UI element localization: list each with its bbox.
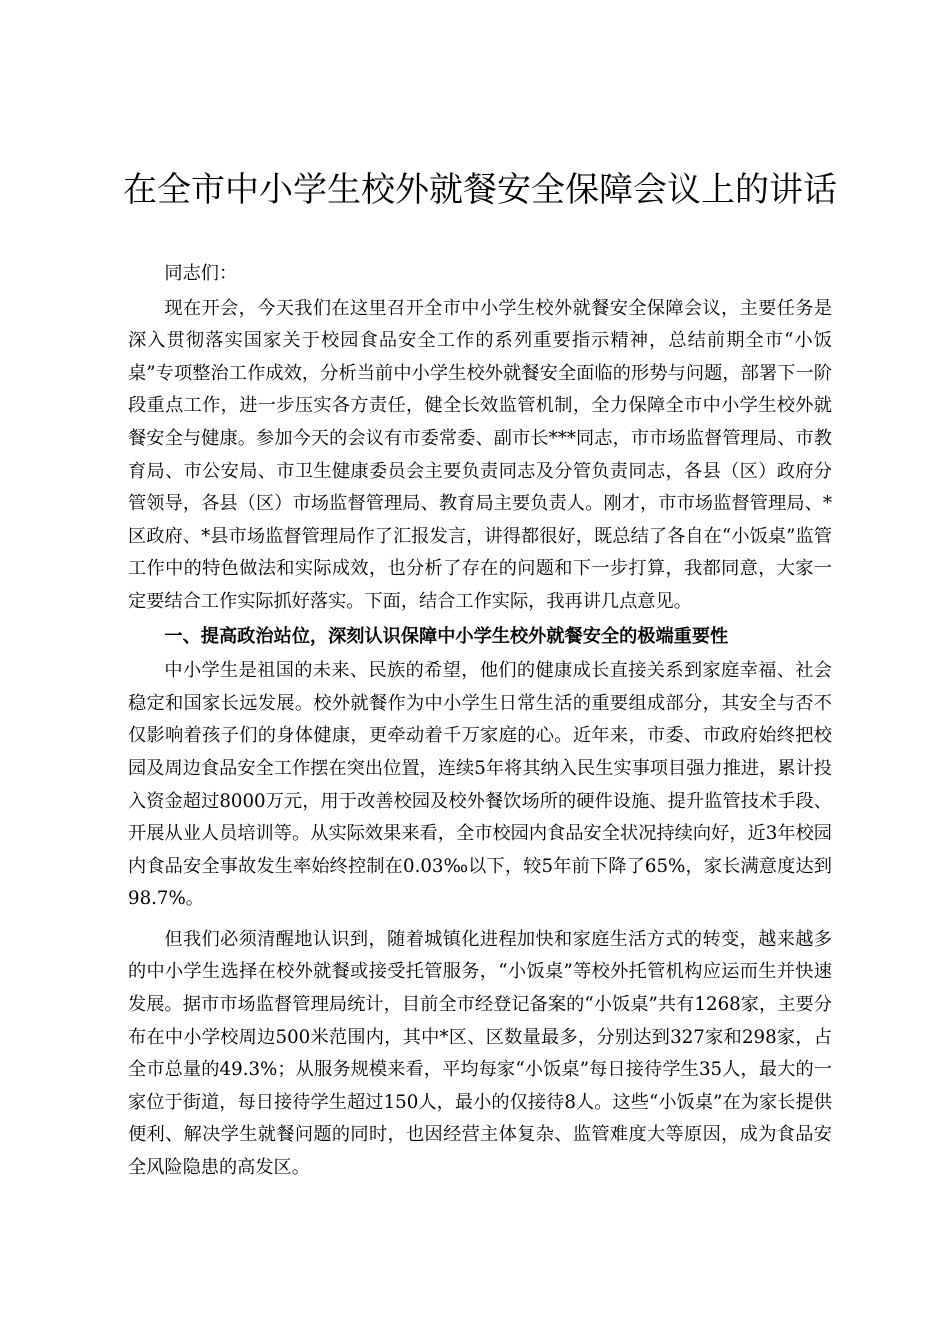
document-title: 在全市中小学生校外就餐安全保障会议上的讲话 [123,170,837,210]
salutation: 同志们： [164,263,238,284]
document-body [128,258,832,1185]
paragraph-section-1-2: 但我们必须清醒地认识到，随着城镇化进程加快和家庭生活方式的转变，越来越多的中小学生选择在校外就餐或接受托管服务，“小饭桌”等校外托管机构应运而生并快速发展。据市市场监督管理局统计，目前全市经登记备案的“小饭桌”共有1268家，主要分布在中小学校周边500米范围内，其中*区、区数量最多，分别达到327家和298家，占全市总量的49.3%；从服务规模来看，平均每家“小饭桌”每日接待学生35人，最大的一家位于街道，每日接待学生超过150人，最小的仅接待8人。这些“小饭桌”在为家长提供便利、解决学生就餐问题的同时，也因经营主体复杂、监管难度大等原因，成为食品安全风险隐患的高发区。 [128,928,832,1179]
paragraph-opening: 现在开会，今天我们在这里召开全市中小学生校外就餐安全保障会议，主要任务是深入贯彻落实国家关于校园食品安全工作的系列重要指示精神，总结前期全市“小饭桌”专项整治工作成效，分析当前中小学生校外就餐安全面临的形势与问题，部署下一阶段重点工作，进一步压实各方责任，健全长效监管机制，全力保障全市中小学生校外就餐安全与健康。参加今天的会议有市委常委、副市长***同志，市市场监督管理局、市教育局、市公安局、市卫生健康委员会主要负责同志及分管负责同志，各县（区）政府分管领导，各县（区）市场监督管理局、教育局主要负责人。刚才，市市场监督管理局、*区政府、*县市场监督管理局作了汇报发言，讲得都很好，既总结了各自在“小饭桌”监管工作中的特色做法和实际成效，也分析了存在的问题和下一步打算，我都同意，大家一定要结合工作实际抓好落实。下面，结合工作实际，我再讲几点意见。 [128,297,832,612]
section-heading-1: 一、提高政治站位，深刻认识保障中小学生校外就餐安全的极端重要性 [164,625,729,647]
paragraph-section-1-1: 中小学生是祖国的未来、民族的希望，他们的健康成长直接关系到家庭幸福、社会稳定和国家长远发展。校外就餐作为中小学生日常生活的重要组成部分，其安全与否不仅影响着孩子们的身体健康，更牵动着千万家庭的心。近年来，市委、市政府始终把校园及周边食品安全工作摆在突出位置，连续5年将其纳入民生实事项目强力推进，累计投入资金超过8000万元，用于改善校园及校外餐饮场所的硬件设施、提升监管技术手段、开展从业人员培训等。从实际效果来看，全市校园内食品安全状况持续向好，近3年校园内食品安全事故发生率始终控制在0.03‰以下，较5年前下降了65%，家长满意度达到98.7%。 [128,660,832,910]
